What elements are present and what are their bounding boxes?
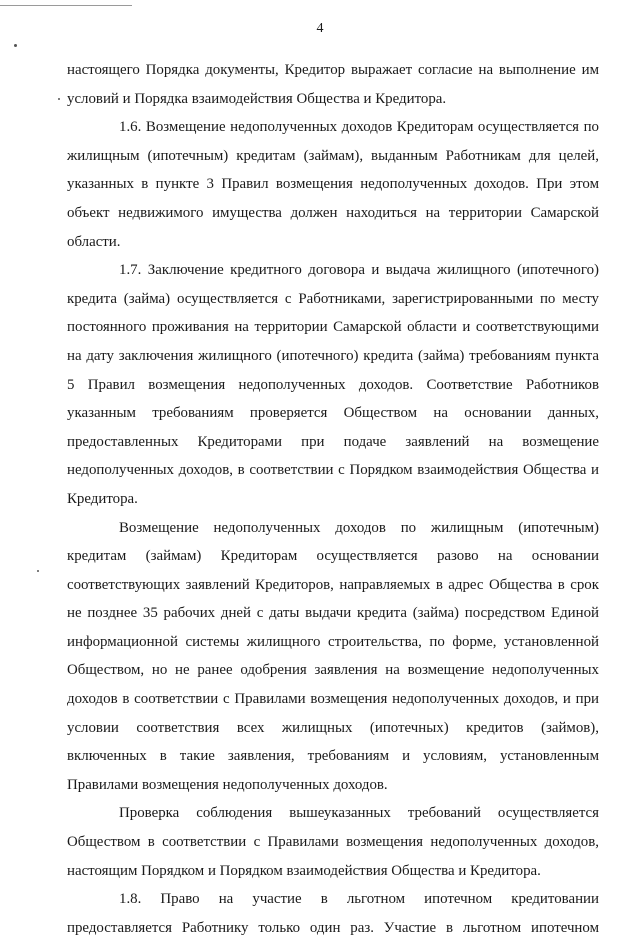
- paragraph-continuation: настоящего Порядка документы, Кредитор выражает согласие на выполнение им условий и Порядка взаимодействия Общества и Кредитора.: [67, 62, 599, 107]
- paragraph-verification: Проверка соблюдения вышеуказанных требований осуществляется Обществом в соответствии с Правилами возмещения недополученных доходов, настоящим Порядком и Порядком взаимодействия Общества и Кредитора.: [67, 805, 599, 879]
- scan-speck: [14, 44, 17, 47]
- page-number: 4: [316, 21, 324, 36]
- scan-speck: [37, 570, 39, 572]
- document-body: [67, 56, 599, 942]
- paragraph-1-6: 1.6. Возмещение недополученных доходов Кредиторам осуществляется по жилищным (ипотечным) кредитам (займам), выданным Работникам для целей, указанных в пункте 3 Правил возмещения недополученных доходов. При этом объект недвижимого имущества должен находиться на территории Самарской области.: [67, 119, 599, 250]
- paragraph-compensation: Возмещение недополученных доходов по жилищным (ипотечным) кредитам (займам) Кредиторам осуществляется разово на основании соответствующих заявлений Кредиторов, направляемых в адрес Общества в срок не позднее 35 рабочих дней с даты выдачи кредита (займа) посредством Единой информационной системы жилищного строительства, по форме, установленной Обществом, но не ранее одобрения заявления на возмещение недополученных доходов в соответствии с Правилами возмещения недополученных доходов, и при условии соответствия всех жилищных (ипотечных) кредитов (займов), включенных в такие заявления, требованиям и условиям, установленным Правилами возмещения недополученных доходов.: [67, 519, 599, 793]
- paragraph-1-7: 1.7. Заключение кредитного договора и выдача жилищного (ипотечного) кредита (займа) осуществляется с Работниками, зарегистрированными по месту постоянного проживания на территории Самарской области и соответствующими на дату заключения жилищного (ипотечного) кредита (займа) требованиям пункта 5 Правил возмещения недополученных доходов. Соответствие Работников указанным требованиям проверяется Обществом на основании данных, предоставленных Кредиторами при подаче заявлений на возмещение недополученных доходов, в соответствии с Порядком взаимодействия Общества и Кредитора.: [67, 262, 599, 507]
- top-rule: [0, 5, 132, 6]
- paragraph-1-8: 1.8. Право на участие в льготном ипотечном кредитовании предоставляется Работнику только один раз. Участие в льготном ипотечном: [67, 891, 599, 936]
- scan-speck: [58, 98, 60, 100]
